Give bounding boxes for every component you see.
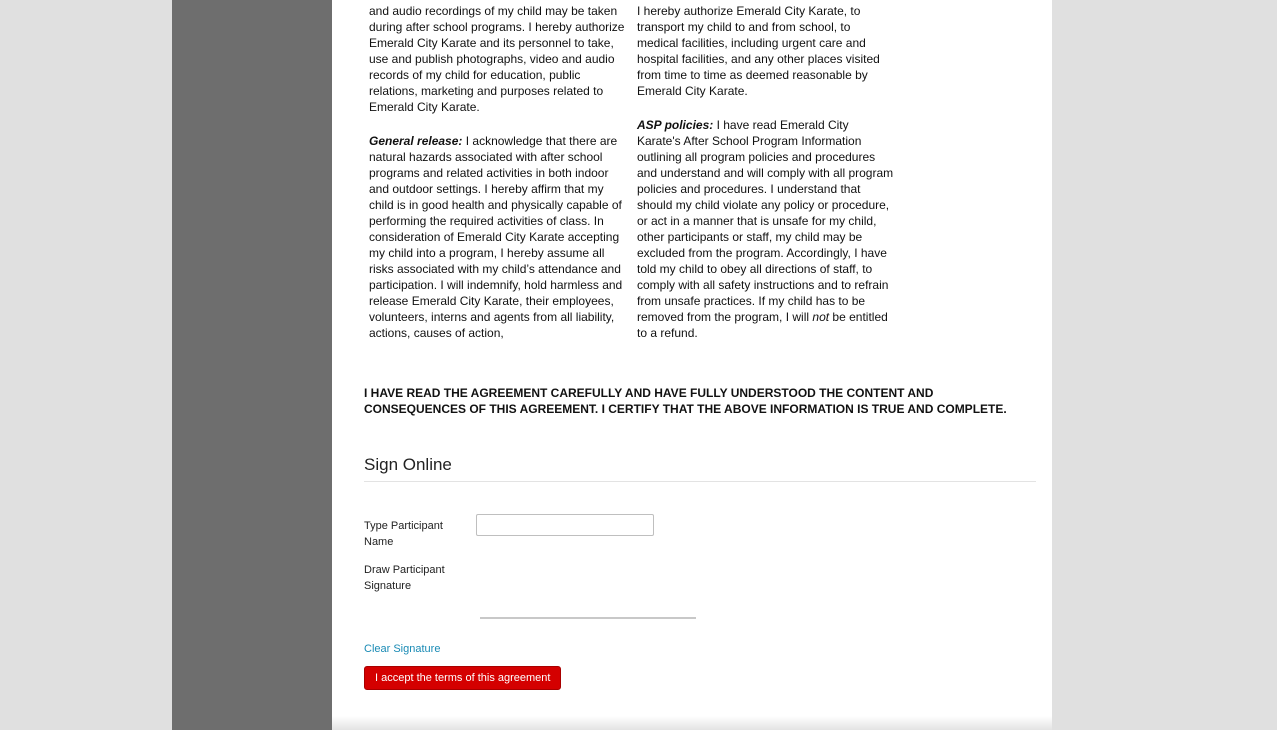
asp-policies-text: I have read Emerald City Karate's After School Program Information outlining all program policies and procedures and understand and will comply with all program policies and procedures. I understand that should my child violate any policy or procedure, or act in a manner that is unsafe for my child, other participants or staff, my child may be excluded from the program. Accordingly, I have told my child to obey all directions of staff, to comply with all safety instructions and to refrain from unsafe practices. If my child has to be removed from the program, I will xyxy=(637,118,894,324)
transport-paragraph: I hereby authorize Emerald City Karate, to transport my child to and from school, to medical facilities, including urgent care and hospital facilities, and any other places visited from time to time as deemed reasonable by Emerald City Karate. xyxy=(637,4,880,98)
sidebar-panel xyxy=(172,0,332,730)
certification-statement: I HAVE READ THE AGREEMENT CAREFULLY AND HAVE FULLY UNDERSTOOD THE CONTENT AND CONSEQUENCES OF THIS AGREEMENT. I CERTIFY THAT THE ABOVE INFORMATION IS TRUE AND COMPLETE. xyxy=(364,386,1007,416)
participant-name-input[interactable] xyxy=(476,514,654,536)
agreement-right-column xyxy=(637,3,895,341)
section-divider xyxy=(364,481,1036,482)
content-bottom-shadow xyxy=(332,716,1052,730)
asp-policies-label: ASP policies: xyxy=(637,118,714,132)
asp-policies-emphasis: not xyxy=(812,310,830,324)
asp-policies-text-end: be entitled to a refund. xyxy=(637,310,888,340)
general-release-label: General release: xyxy=(369,134,463,148)
general-release-paragraph xyxy=(369,133,631,341)
agreement-content xyxy=(332,0,1052,730)
photo-release-paragraph: and audio recordings of my child may be taken during after school programs. I hereby authorize Emerald City Karate and its personnel to take, use and publish photographs, video and audio records of my child for education, public relations, marketing and purposes related to Emerald City Karate. xyxy=(369,4,625,114)
participant-name-label: Type Participant Name xyxy=(364,520,443,548)
signature-pad-line[interactable] xyxy=(480,617,696,619)
participant-signature-label: Draw Participant Signature xyxy=(364,564,445,592)
asp-policies-paragraph xyxy=(637,117,895,341)
sign-online-heading: Sign Online xyxy=(364,455,452,474)
agreement-left-column xyxy=(369,3,631,341)
clear-signature-link[interactable]: Clear Signature xyxy=(364,643,441,655)
accept-terms-button[interactable]: I accept the terms of this agreement xyxy=(364,666,561,690)
general-release-text: I acknowledge that there are natural hazards associated with after school programs and related activities in both indoor and outdoor settings. I hereby affirm that my child is in good health and physically capable of performing the required activities of class. In consideration of Emerald City Karate accepting my child into a program, I hereby assume all risks associated with my child’s attendance and participation. I will indemnify, hold harmless and release Emerald City Karate, their employees, volunteers, interns and agents from all liability, actions, causes of action, xyxy=(369,134,623,340)
